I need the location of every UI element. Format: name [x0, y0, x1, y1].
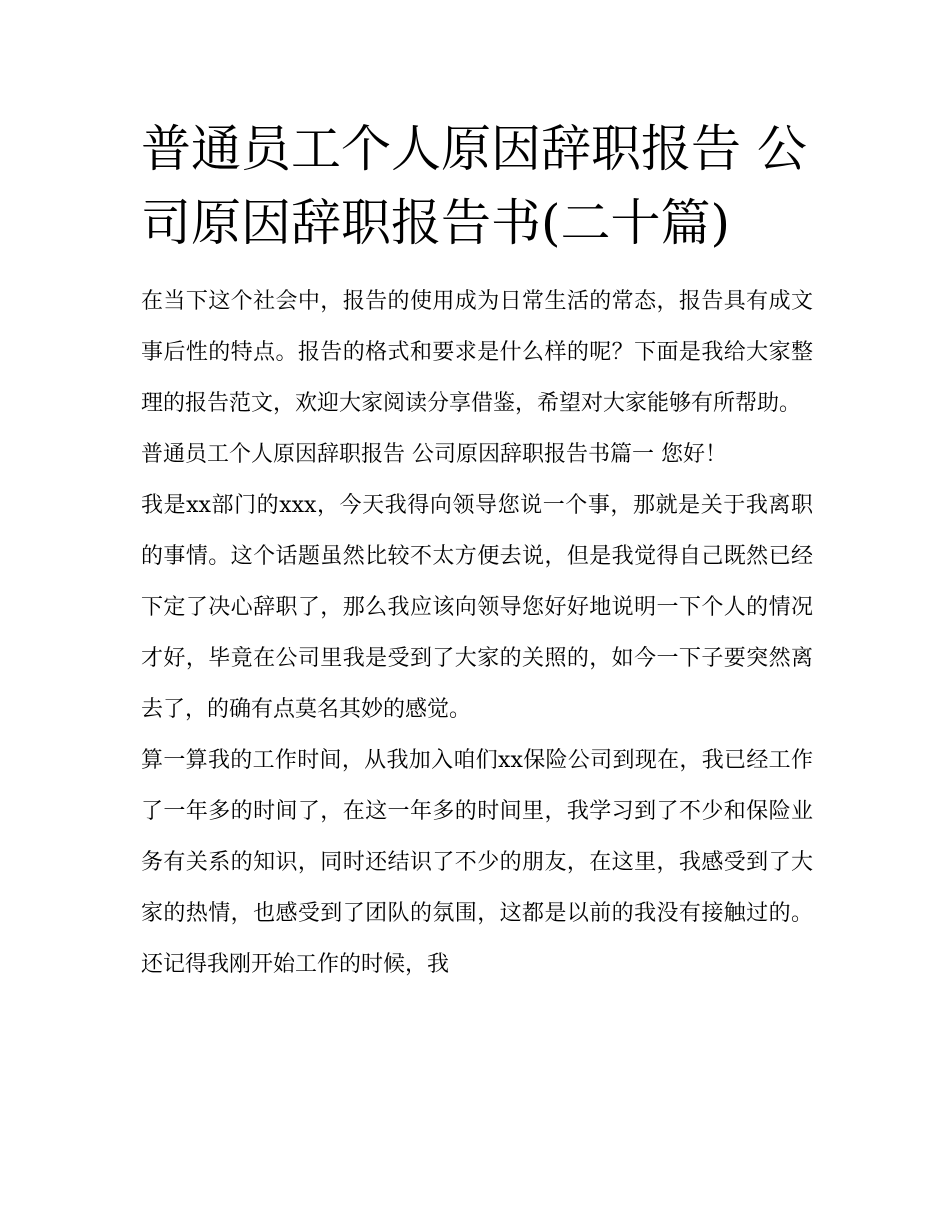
- section-heading-paragraph: 普通员工个人原因辞职报告 公司原因辞职报告书篇一 您好！: [141, 442, 727, 467]
- document-body: [141, 276, 813, 990]
- document-title: 普通员工个人原因辞职报告 公司原因辞职报告书(二十篇): [141, 120, 807, 252]
- body-paragraph: 我是xx部门的xxx，今天我得向领导您说一个事，那就是关于我离职的事情。这个话题虽然比较不太方便去说，但是我觉得自己既然已经下定了决心辞职了，那么我应该向领导您好好地说明一下个人的情况才好，毕竟在公司里我是受到了大家的关照的，如今一下子要突然离去了，的确有点莫名其妙的感觉。: [141, 493, 813, 722]
- body-paragraph: 算一算我的工作时间，从我加入咱们xx保险公司到现在，我已经工作了一年多的时间了，在这一年多的时间里，我学习到了不少和保险业务有关系的知识，同时还结识了不少的朋友，在这里，我感受到了大家的热情，也感受到了团队的氛围，这都是以前的我没有接触过的。还记得我刚开始工作的时候，我: [141, 748, 813, 977]
- intro-paragraph: 在当下这个社会中，报告的使用成为日常生活的常态，报告具有成文事后性的特点。报告的格式和要求是什么样的呢？下面是我给大家整理的报告范文，欢迎大家阅读分享借鉴，希望对大家能够有所帮助。: [141, 289, 813, 416]
